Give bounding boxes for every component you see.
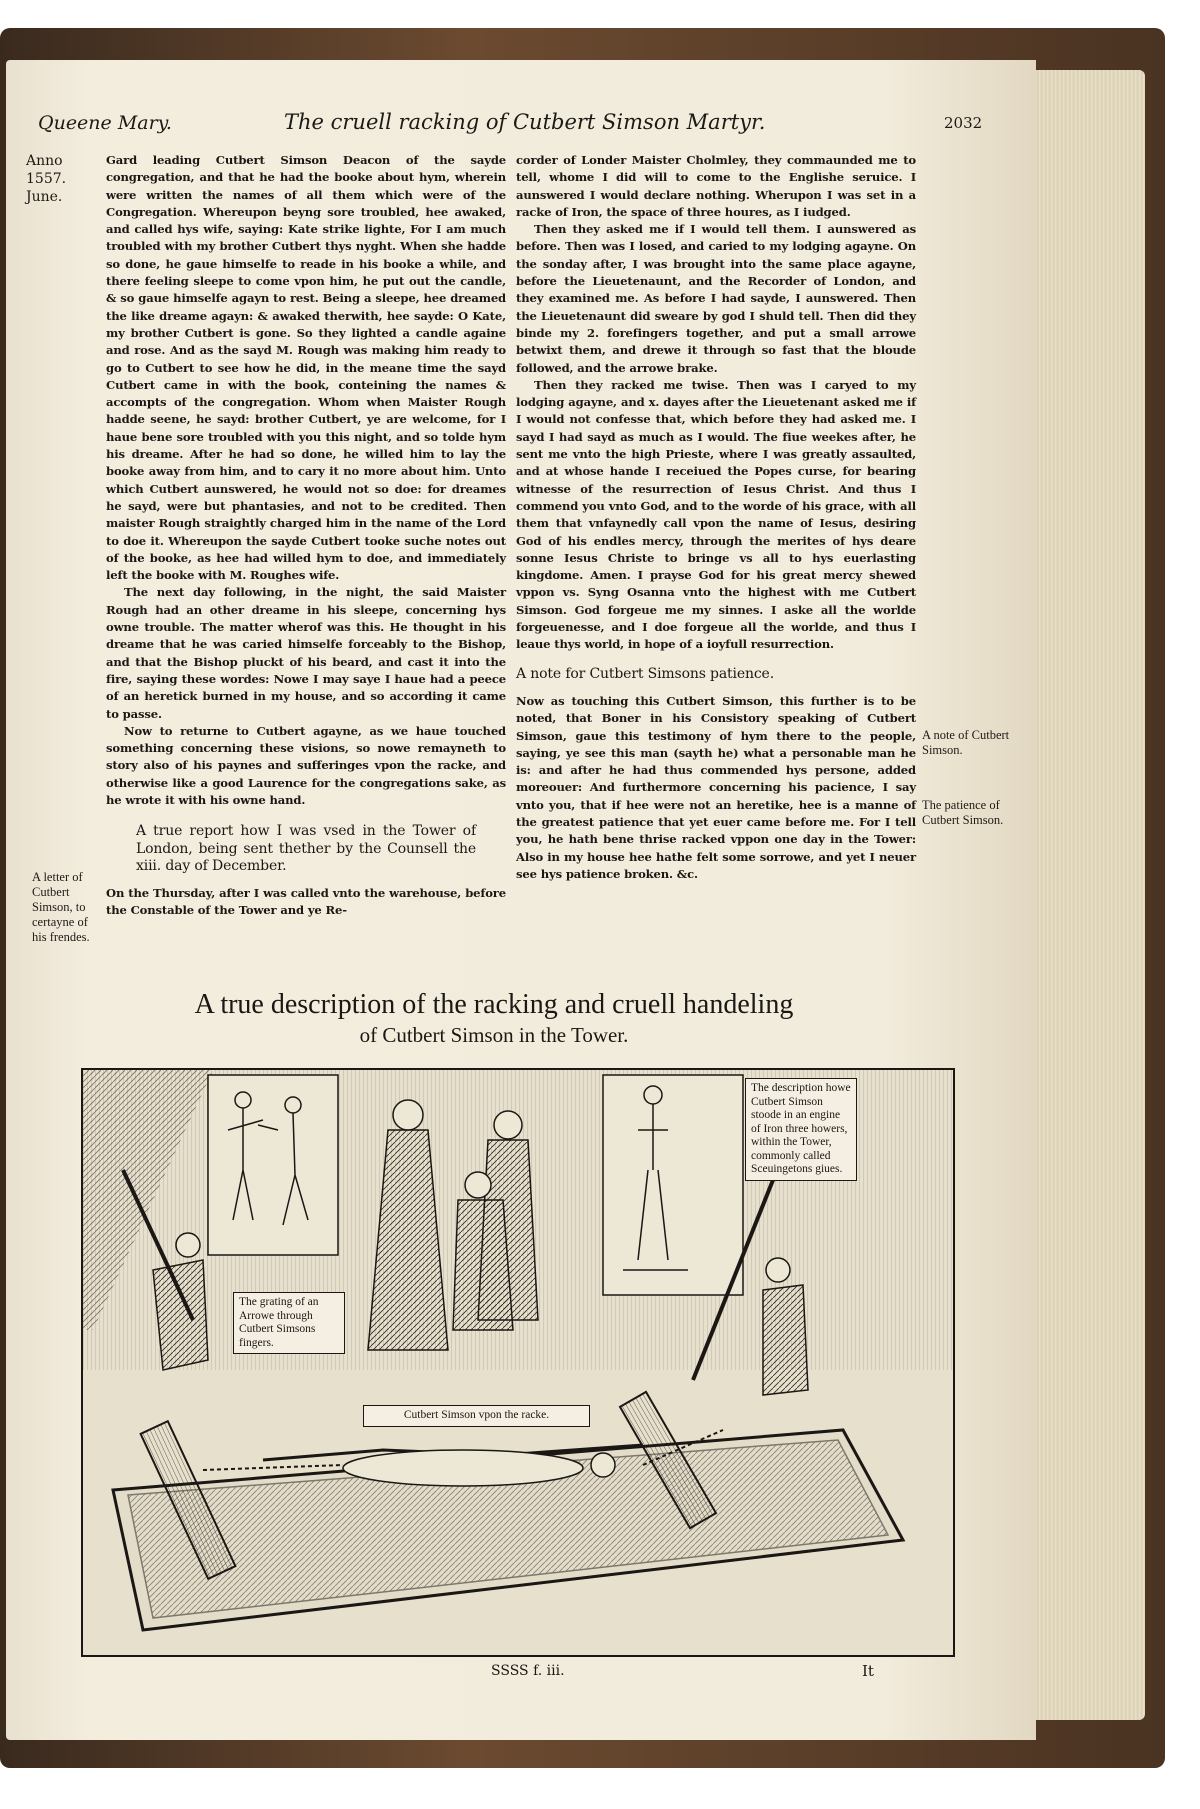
book-page: [6, 60, 1036, 1740]
anno-month: June.: [26, 189, 63, 205]
figure-title-line2: of Cutbert Simson in the Tower.: [359, 1023, 629, 1047]
left-paragraph-2: The next day following, in the night, the said Maister Rough had an other dreame in his sleepe, concerning hys owne trouble. The matter wherof was this. He thought in his dreame that he was caried himselfe forceably to the Bishop, and that the Bishop pluckt of his beard, and cast it into the fire, saying these wordes: Nowe I may saye I haue had a peece of an heretick burned in my house, and so according it came to passe.: [106, 585, 506, 721]
signature-mark: SSSS f. iii.: [491, 1663, 565, 1679]
catchword: It: [862, 1662, 874, 1680]
right-paragraph-2: Then they asked me if I would tell them. I aunswered as before. Then was I losed, and caried to my lodging agayne. On the sonday after, I was brought into the same place agayne, before the Lieuetenaunt, and the Recorder of London, and they examined me. As before I had sayde, I aunswered. Then the Lieuetenaunt did sweare by god I shuld tell. Then did they binde my 2. forefingers together, and put a small arrowe betwixt them, and drewe it through so fast that the bloude followed, and the arrowe brake.: [516, 222, 916, 375]
true-report-body: On the Thursday, after I was called vnto the warehouse, before the Constable of the Tower and ye Re-: [106, 886, 506, 918]
margin-note-patience: The patience of Cutbert Simson.: [922, 798, 1004, 827]
label-grating: The grating of an Arrowe through Cutbert Simsons fingers.: [233, 1292, 345, 1354]
margin-note-cutbert: A note of Cutbert Simson.: [922, 728, 1010, 757]
true-report-text: [106, 885, 506, 920]
running-head-title: The cruell racking of Cutbert Simson Martyr.: [284, 110, 766, 134]
patience-text: Now as touching this Cutbert Simson, this further is to be noted, that Boner in his Consistory speaking of Cutbert Simson, gaue this testimony of hym there to the people, saying, ye see this man (sayth he) what a personable man he is: and after he had thus commended hys persone, added moreouer: And furthermore concerning his pacience, I say vnto you, that if hee were not an heretike, hee is a manne of the greatest patience that yet euer came before me. For I tell you, he hath bene thrise racked vppon one day in the Tower: Also in my house hee hathe felt some sorrowe, and yet I neuer see hys patience broken. &c.: [516, 693, 916, 881]
left-column: [106, 152, 506, 920]
label-racke: Cutbert Simson vpon the racke.: [363, 1405, 590, 1427]
right-paragraph-3: Then they racked me twise. Then was I caryed to my lodging agayne, and x. dayes after the Lieuetenant asked me if I would not confesse that, which before they had asked me. I sayd I had sayd as much as I would. The fiue weekes after, he sent me vnto the high Prieste, where I was greatly assaulted, and at whose hande I receiued the Popes curse, for bearing witnesse of the resurrection of Iesus Christ. And thus I commend you vnto God, and to the worde of his grace, with all them that vnfaynedly call vpon the name of Iesus, desiring God of his endles mercy, through the merites of hys deare sonne Iesus Christe to bringe vs all to hys euerlasting kingdome. Amen. I prayse God for his great mercy shewed vppon vs. Syng Osanna vnto the highest with me Cutbert Simson. God forgeue me my sinnes. I aske all the worlde forgeuenesse, and I doe forgeue all the worlde, and thus I leaue thys world, in hope of a ioyfull resurrection.: [516, 377, 916, 652]
running-head-left: Queene Mary.: [38, 112, 172, 134]
figure-title: [124, 990, 864, 1050]
anno-year: 1557.: [26, 171, 67, 187]
folio-number: 2032: [944, 114, 983, 132]
woodcut-illustration: [81, 1068, 955, 1657]
margin-note-letter: A letter of Cutbert Simson, to certayne of his frendes.: [32, 870, 90, 944]
figure-title-line1: A true description of the racking and cruell handeling: [194, 989, 794, 1020]
true-report-heading: A true report how I was vsed in the Tower of London, being sent thether by the Counsell the xiii. day of December.: [136, 823, 476, 874]
left-paragraph-1: Gard leading Cutbert Simson Deacon of the sayde congregation, and that he had the booke about hym, wherein were written the names of all them which were of the Congregation. Whereupon beyng sore troubled, hee awaked, and called hys wife, saying: Kate strike lighte, For I am much troubled with my brother Cutbert thys nyght. When she hadde so done, he gaue himselfe to reade in his booke a while, and there feeling sleepe to come vpon him, he put out the candle, & so gaue himselfe agayn to rest. Being a sleepe, hee dreamed the like dreame agayn: & awaked therwith, hee sayde: O Kate, my brother Cutbert is gone. So they lighted a candle againe and rose. And as the sayd M. Rough was making him ready to go to Cutbert to see how he did, in the meane time the sayd Cutbert came in with the book, conteining the names & accompts of the congregation. Whom when Maister Rough hadde seene, he sayd: brother Cutbert, ye are welcome, for I haue bene sore troubled with you this night, and so tolde hym his dreame. After he had so done, he willed him to lay the booke away from him, and to cary it no more about him. Unto which Cutbert aunswered, he would not so doe: for dreames he sayd, were but phantasies, and not to be credited. Then maister Rough straightly charged him in the name of the Lord to doe it. Whereupon the sayde Cutbert tooke suche notes out of the booke, as hee had willed hym to doe, and immediately left the booke with M. Roughes wife.: [106, 153, 506, 583]
left-paragraph-3: Now to returne to Cutbert agayne, as we haue touched something concerning these visions, so nowe remayneth to story also of his paynes and sufferinges vpon the racke, and otherwise like a good Laurence for the congregations sake, as he wrote it with his owne hand.: [106, 723, 506, 807]
anno-label: Anno: [26, 153, 63, 169]
anno-margin: [26, 152, 66, 206]
right-column: [516, 152, 916, 883]
patience-heading: A note for Cutbert Simsons patience.: [516, 665, 774, 682]
right-paragraph-1: corder of Londer Maister Cholmley, they commaunded me to tell, whome I did will to come to the Englishe seruice. I aunswered I would declare nothing. Wherupon I was set in a racke of Iron, the space of three houres, as I iudged.: [516, 153, 916, 219]
label-engine: The description howe Cutbert Simson stoode in an engine of Iron three howers, within the Tower, commonly called Sceuingetons giues.: [745, 1078, 857, 1181]
page-edges: [1020, 70, 1145, 1720]
